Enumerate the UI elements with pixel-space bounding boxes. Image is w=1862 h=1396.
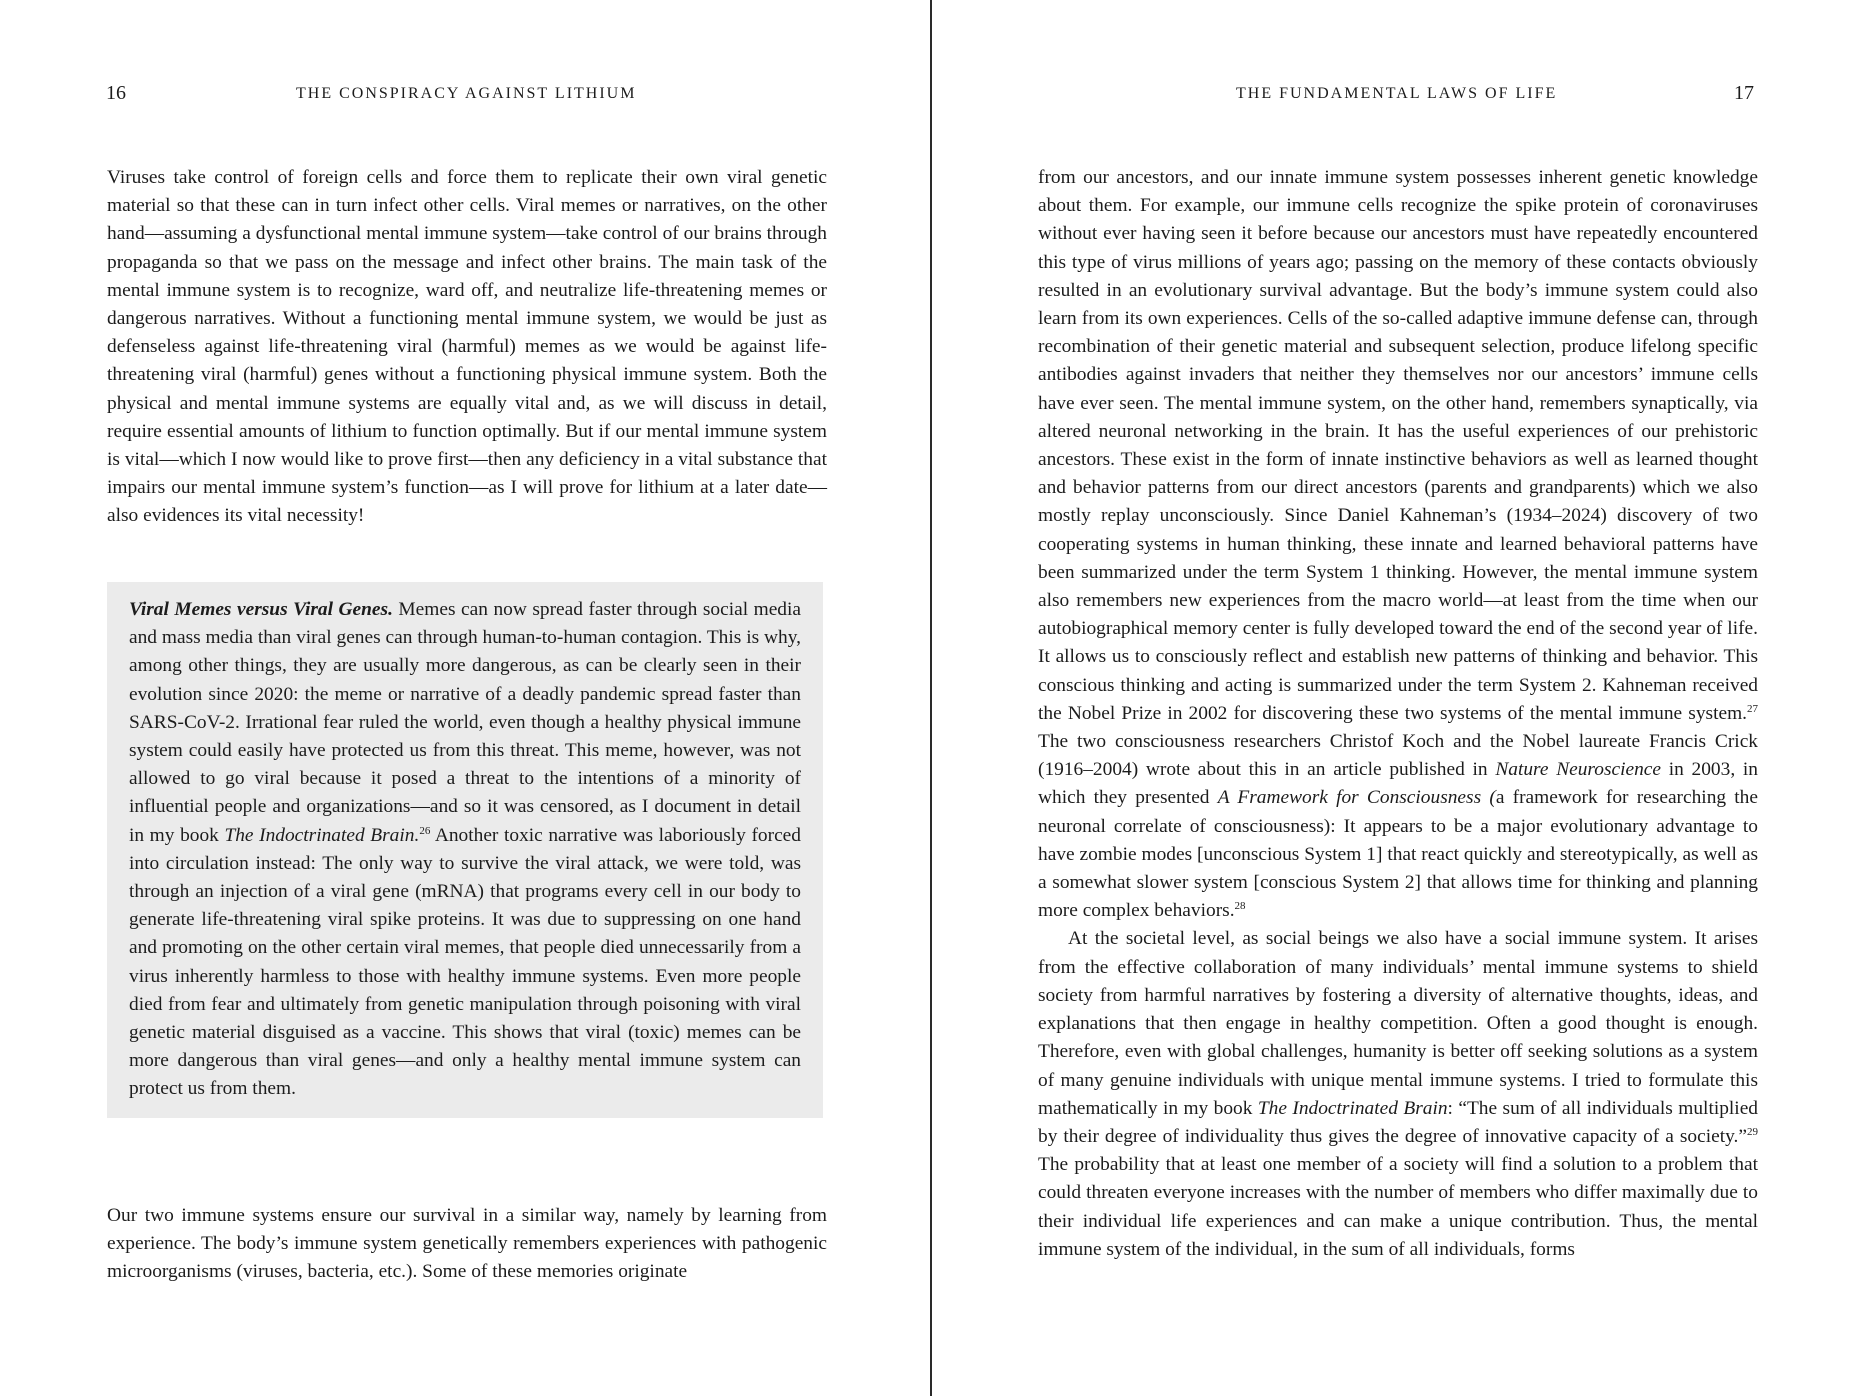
- running-head-left: THE CONSPIRACY AGAINST LITHIUM: [296, 85, 637, 102]
- right-paragraph-2: [1038, 925, 1758, 1263]
- sidebar-box: [107, 582, 823, 1118]
- text-run: : “The sum of all individuals multiplied by their degree of individuality thus gives the degree of innovative capacity of a society.”: [1038, 1097, 1758, 1147]
- footnote-ref: 26: [419, 824, 431, 837]
- page-number-left: 16: [106, 82, 126, 104]
- footnote-ref-27: 27: [1747, 702, 1758, 715]
- right-text-column: [1038, 164, 1758, 1264]
- journal-title: Nature Neuroscience: [1495, 759, 1661, 781]
- left-paragraph-1: [107, 164, 827, 531]
- book-title: The Indoctrinated Brain.: [224, 824, 420, 846]
- footnote-ref-29: 29: [1747, 1125, 1758, 1138]
- book-title: The Indoctrinated Brain: [1257, 1097, 1448, 1119]
- article-title: A Framework for Consciousness (: [1217, 787, 1496, 809]
- box-heading: Viral Memes versus Viral Genes.: [129, 599, 393, 620]
- body-text: Our two immune systems ensure our survival in a similar way, namely by learning from experience. The body’s immune system genetically remembers experiences with pathogenic microorganisms (viruses, bacteria, etc.). Some of these memories originate: [107, 1205, 827, 1283]
- text-run: At the societal level, as social beings we also have a social immune system. It arises from the effective collaboration of many individuals’ mental immune systems to shield society from harmful narratives by fostering a diversity of alternative thoughts, ideas, and explanations that then engage in healthy competition. Often a good thought is enough. Therefore, even with global challenges, humanity is better off seeking solutions as a system of many genuine individuals with unique mental immune systems. I tried to formulate this mathematically in my book: [1038, 928, 1758, 1119]
- footnote-ref-28: 28: [1234, 900, 1246, 913]
- text-run: The probability that at least one member of a society will find a solution to a problem that could threaten everyone increases with the number of members who differ maximally due to their individual life experiences and can make a unique contribution. Thus, the mental immune system of the individual, in the sum of all individuals, forms: [1038, 1154, 1758, 1260]
- running-head-right: THE FUNDAMENTAL LAWS OF LIFE: [1236, 85, 1558, 102]
- page-number-right: 17: [1734, 82, 1754, 104]
- text-run: from our ancestors, and our innate immune system possesses inherent genetic knowledge about them. For example, our immune cells recognize the spike protein of coronaviruses without ever having seen it before because our ancestors must have repeatedly encountered this type of virus millions of years ago; passing on the memory of these contacts obviously resulted in an evolutionary survival advantage. But the body’s immune system could also learn from its own experiences. Cells of the so-called adaptive immune defense can, through recombination of their genetic material and subsequent selection, produce lifelong specific antibodies against invaders that neither they themselves nor our ancestors’ immune cells have ever seen. The mental immune system, on the other hand, remembers synaptically, via altered neuronal networking in the brain. It has the useful experiences of our prehistoric ancestors. These exist in the form of innate instinctive behaviors as well as learned thought and behavior patterns from our direct ancestors (parents and grandparents) which we also mostly replay unconsciously. Since Daniel Kahneman’s (1934–2024) discovery of two cooperating systems in human thinking, these innate and learned behavioral patterns have been summarized under the term System 1 thinking. However, the mental immune system also remembers new experiences from the macro world—at least from the time when our autobiographical memory center is fully developed toward the end of the second year of life. It allows us to consciously reflect and establish new patterns of thinking and behavior. This conscious thinking and acting is summarized under the term System 2. Kahneman received the Nobel Prize in 2002 for discovering these two systems of the mental immune system.: [1038, 167, 1758, 724]
- text-run: a framework for researching the neuronal correlate of consciousness): It appears to be a major evolutionary advantage to have zombie modes [unconscious System 1] that react quickly and stereotypically, as well as a somewhat slower system [conscious System 2] that allows time for thinking and planning more complex behaviors.: [1038, 787, 1758, 922]
- text-run: The two consciousness researchers Christof Koch and the Nobel laureate Francis Crick (1916–2004) wrote about this in an article published in: [1038, 731, 1758, 781]
- box-text: [129, 596, 801, 1104]
- box-text-part-1: Memes can now spread faster through social media and mass media than viral genes can through human-to-human contagion. This is why, among other things, they are usually more dangerous, as can be clearly seen in their evolution since 2020: the meme or narrative of a deadly pandemic spread faster than SARS-CoV-2. Irrational fear ruled the world, even though a healthy physical immune system could easily have protected us from this threat. This meme, however, was not allowed to go viral because it posed a threat to the intentions of a minority of influential people and organizations—and so it was censored, as I document in detail in my book: [129, 599, 801, 846]
- text-run: in 2003, in which they presented: [1038, 759, 1758, 809]
- right-page: [932, 0, 1862, 1396]
- right-paragraph-1: [1038, 164, 1758, 925]
- body-text: Viruses take control of foreign cells and force them to replicate their own viral genetic material so that these can in turn infect other cells. Viral memes or narratives, on the other hand—assuming a dysfunctional mental immune system—take control of our brains through propaganda so that we pass on the message and infect other brains. The main task of the mental immune system is to recognize, ward off, and neutralize life-threatening memes or dangerous narratives. Without a functioning mental immune system, we would be just as defenseless against life-threatening viral (harmful) memes as we would be against life-threatening viral (harmful) genes without a functioning physical immune system. Both the physical and mental immune systems are equally vital and, as we will discuss in detail, require essential amounts of lithium to function optimally. But if our mental immune system is vital—which I now would like to prove first—then any deficiency in a vital substance that impairs our mental immune system’s function—as I will prove for lithium at a later date—also evidences its vital necessity!: [107, 167, 827, 527]
- box-text-part-2: Another toxic narrative was laboriously forced into circulation instead: The only way to survive the viral attack, we were told, was through an injection of a viral gene (mRNA) that programs every cell in our body to generate life-threatening viral spike proteins. It was due to suppressing on one hand and promoting on the other certain viral memes, that people died unnecessarily from a virus inherently harmless to those with healthy immune systems. Even more people died from fear and ultimately from genetic manipulation through poisoning with viral genetic material disguised as a vaccine. This shows that viral (toxic) memes can be more dangerous than viral genes—and only a healthy mental immune system can protect us from them.: [129, 824, 801, 1100]
- left-paragraph-2: [107, 1202, 827, 1287]
